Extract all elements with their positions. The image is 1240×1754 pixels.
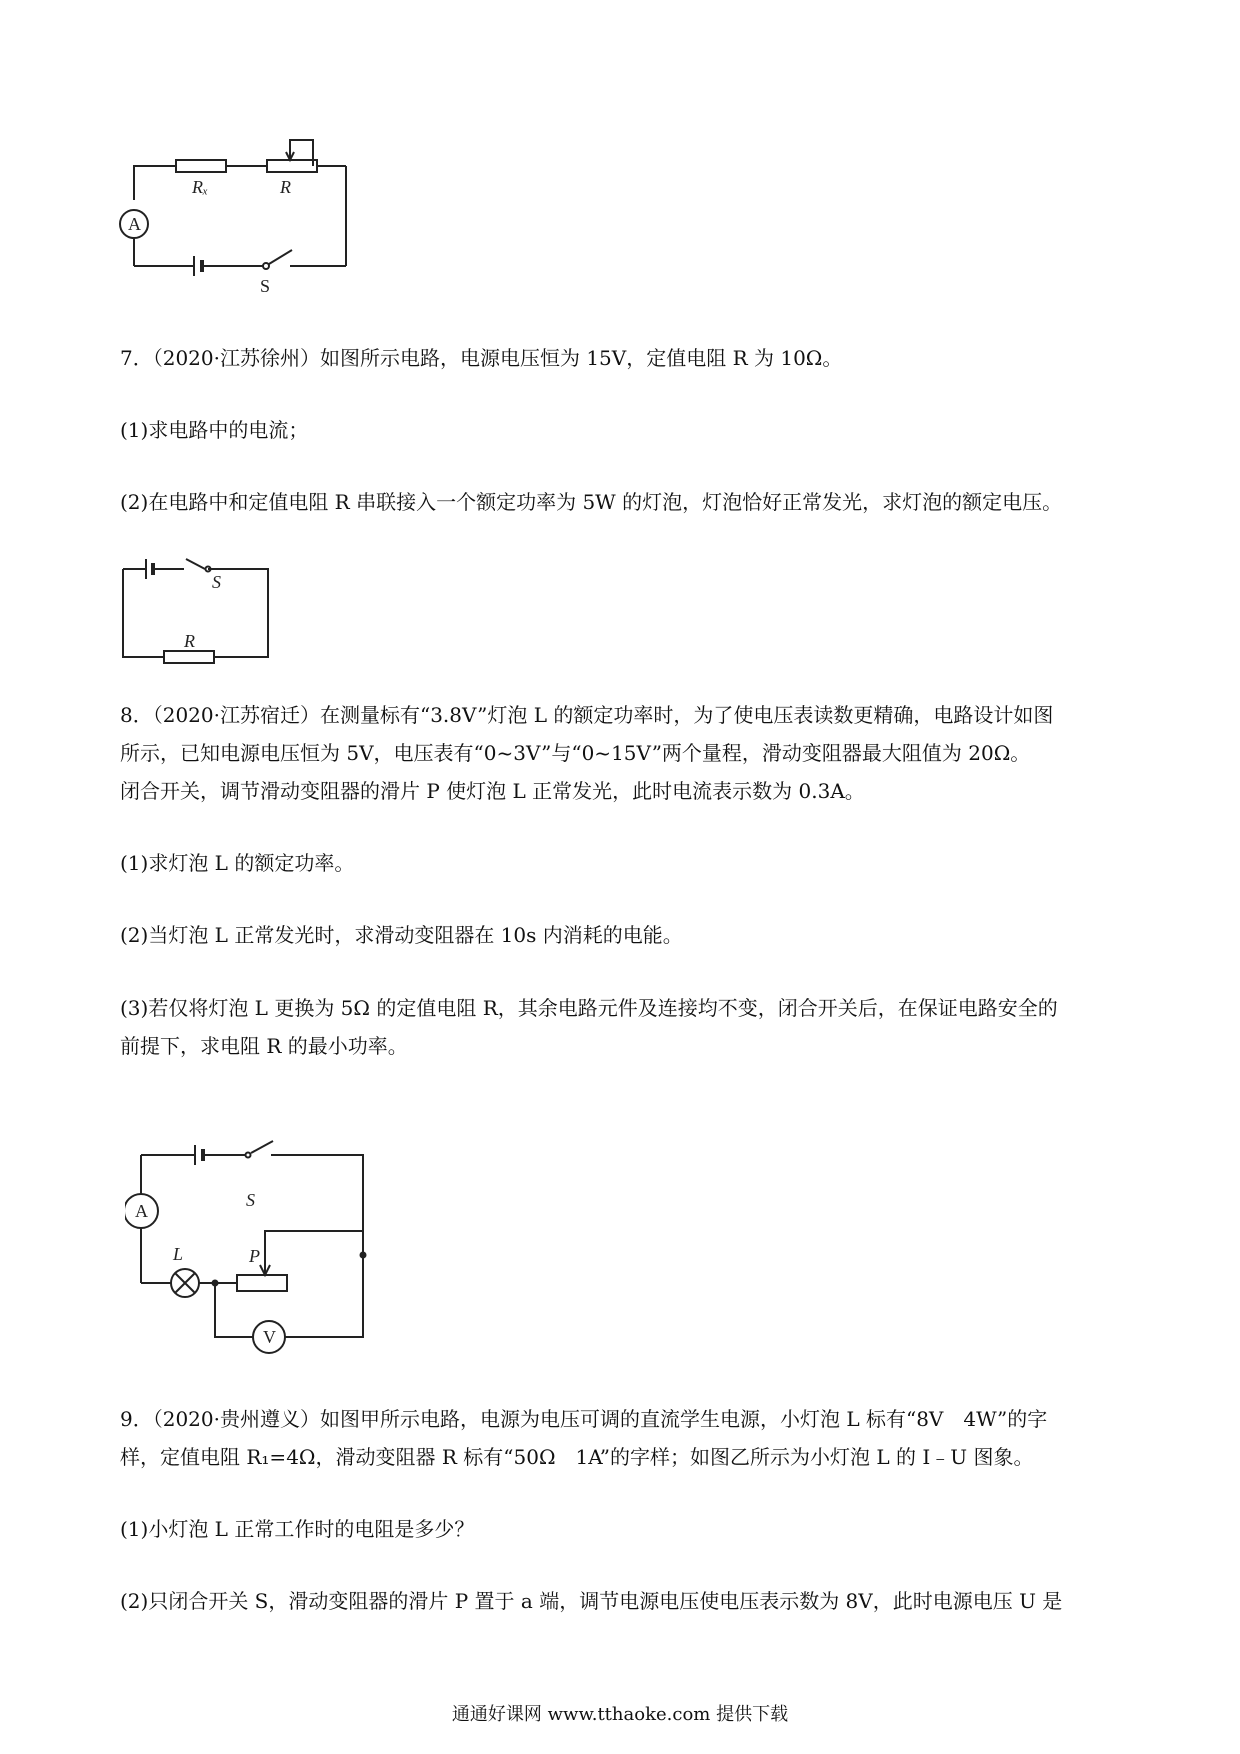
label-s: S	[246, 1190, 255, 1210]
rheostat-r	[267, 160, 317, 172]
q8-line3: 闭合开关，调节滑动变阻器的滑片 P 使灯泡 L 正常发光，此时电流表示数为 0.3A。	[120, 779, 865, 803]
label-r: R	[280, 177, 291, 197]
label-p: P	[249, 1246, 260, 1266]
q8-part3-line2: 前提下，求电阻 R 的最小功率。	[120, 1034, 408, 1058]
q8-line1: 8．（2020·江苏宿迁）在测量标有“3.8V”灯泡 L 的额定功率时，为了使电压表读数更精确，电路设计如图	[120, 703, 1054, 727]
page-footer: 通通好课网 www.tthaoke.com 提供下载	[451, 1704, 789, 1725]
label-s: S	[212, 572, 221, 592]
label-voltmeter: V	[263, 1327, 276, 1347]
label-r: R	[184, 631, 195, 651]
q7-part1: (1)求电路中的电流；	[120, 418, 309, 442]
label-ammeter: A	[128, 214, 141, 234]
q9-part1: (1)小灯泡 L 正常工作时的电阻是多少？	[120, 1517, 475, 1541]
label-rx: Rₓ	[192, 177, 209, 197]
switch-blade	[269, 250, 292, 264]
q7-stem: 7．（2020·江苏徐州）如图所示电路，电源电压恒为 15V，定值电阻 R 为 10Ω。	[120, 346, 843, 370]
switch-blade	[251, 1141, 273, 1153]
circuit-figure-2	[108, 555, 283, 675]
resistor-r	[164, 651, 214, 663]
q8-part1: (1)求灯泡 L 的额定功率。	[120, 851, 355, 875]
circuit-figure-3	[125, 1135, 375, 1375]
switch-blade	[186, 559, 205, 569]
q7-part2: (2)在电路中和定值电阻 R 串联接入一个额定功率为 5W 的灯泡，灯泡恰好正常发光，求灯泡的额定电压。	[120, 490, 1063, 514]
label-ammeter: A	[135, 1201, 148, 1221]
q8-line2: 所示，已知电源电压恒为 5V，电压表有“0~3V”与“0~15V”两个量程，滑动变阻器最大阻值为 20Ω。	[120, 741, 1031, 765]
resistor-rx	[176, 160, 226, 172]
q8-part2: (2)当灯泡 L 正常发光时，求滑动变阻器在 10s 内消耗的电能。	[120, 923, 683, 947]
q8-part3-line1: (3)若仅将灯泡 L 更换为 5Ω 的定值电阻 R，其余电路元件及连接均不变，闭合开关后，在保证电路安全的	[120, 996, 1058, 1020]
q9-part2: (2)只闭合开关 S，滑动变阻器的滑片 P 置于 a 端，调节电源电压使电压表示数为 8V，此时电源电压 U 是	[120, 1589, 1063, 1613]
q9-line1: 9．（2020·贵州遵义）如图甲所示电路，电源为电压可调的直流学生电源，小灯泡 L 标有“8V 4W”的字	[120, 1407, 1048, 1431]
circuit-figure-1	[110, 120, 370, 295]
label-l: L	[173, 1244, 184, 1264]
label-s: S	[260, 276, 271, 295]
rheostat	[237, 1275, 287, 1291]
q9-line2: 样，定值电阻 R₁=4Ω，滑动变阻器 R 标有“50Ω 1A”的字样；如图乙所示为小灯泡 L 的 I﹣U 图象。	[120, 1445, 1034, 1469]
